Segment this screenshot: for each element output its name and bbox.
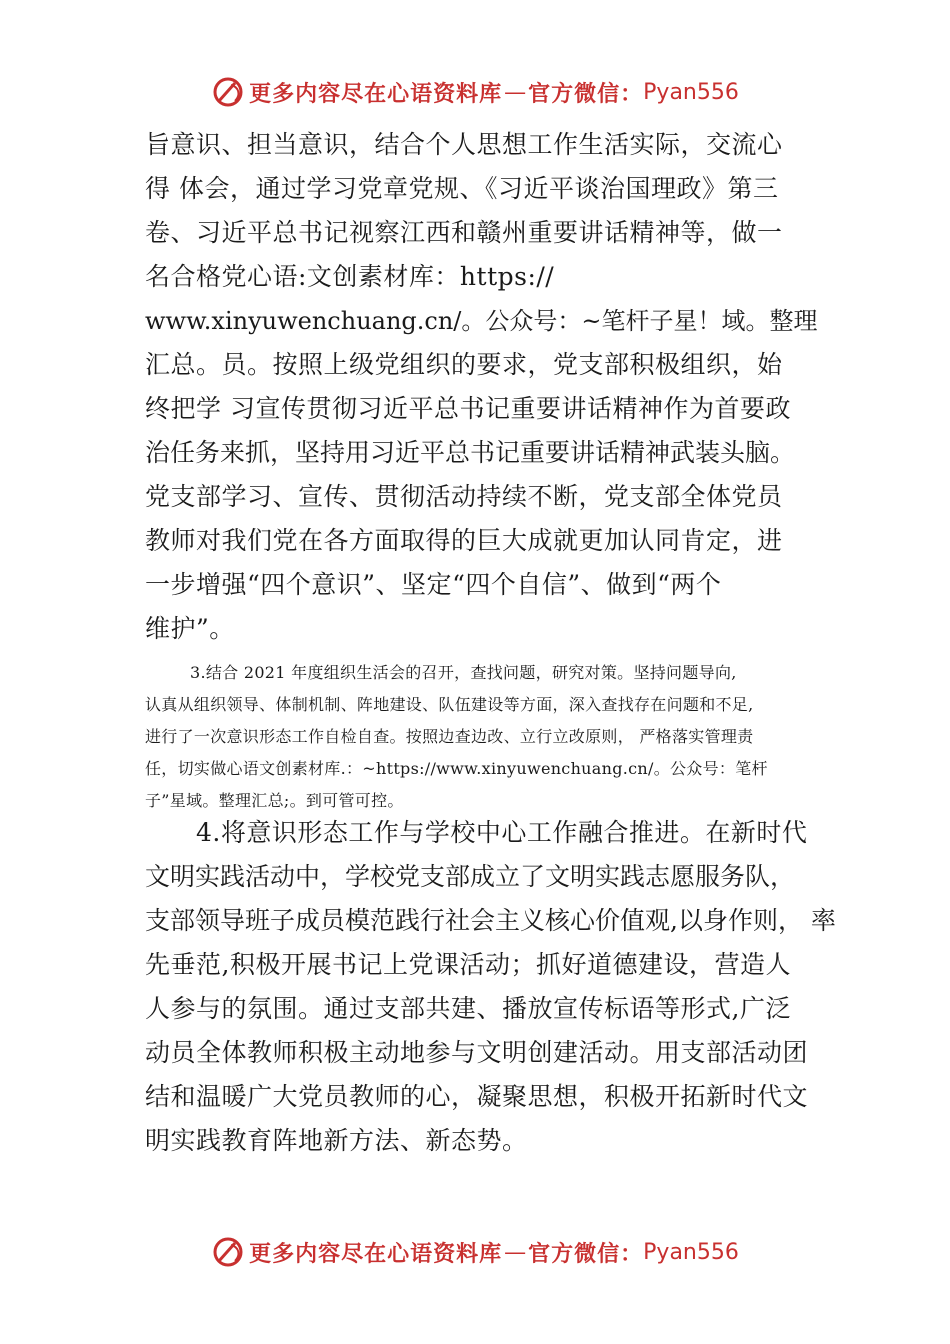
para1-line: 治任务来抓，坚持用习近平总书记重要讲话精神武装头脑。 bbox=[145, 438, 796, 467]
para4-line: 先垂范,积极开展书记上党课活动；抓好道德建设，营造人 bbox=[145, 950, 791, 979]
para4-line: 4.将意识形态工作与学校中心工作融合推进。在新时代 bbox=[196, 818, 808, 847]
banner-wechat-label: 官方微信： bbox=[528, 1240, 644, 1267]
banner-wechat-id: Pyan556 bbox=[643, 79, 739, 105]
banner-title: 更多内容尽在心语资料库 bbox=[249, 80, 503, 107]
para1-line: www.xinyuwenchuang.cn/。公众号：~笔杆子星！域。整理 bbox=[145, 307, 818, 335]
para4-line: 文明实践活动中，学校党支部成立了文明实践志愿服务队， bbox=[145, 862, 796, 891]
banner-separator: — bbox=[504, 79, 527, 105]
para3-line: 子”星域。整理汇总;。到可管可控。 bbox=[145, 791, 404, 810]
para3-line: 进行了一次意识形态工作自检自查。按照边查边改、立行立改原则， 严格落实管理责 bbox=[145, 727, 754, 746]
para3-line: 任，切实做心语文创素材库.：~https://www.xinyuwenchuang.cn/。公众号：笔杆 bbox=[145, 759, 768, 778]
para4-line: 动员全体教师积极主动地参与文明创建活动。用支部活动团 bbox=[145, 1038, 809, 1067]
logo-icon bbox=[211, 1235, 245, 1269]
para4-line: 结和温暖广大党员教师的心，凝聚思想，积极开拓新时代文 bbox=[145, 1082, 809, 1111]
para1-line: 名合格党心语:文创素材库：https:// bbox=[145, 262, 555, 291]
para1-line: 终把学 习宣传贯彻习近平总书记重要讲话精神作为首要政 bbox=[145, 394, 791, 423]
para3-line: 认真从组织领导、体制机制、阵地建设、队伍建设等方面，深入查找存在问题和不足, bbox=[145, 695, 754, 714]
para1-line: 教师对我们党在各方面取得的巨大成就更加认同肯定，进 bbox=[145, 526, 783, 555]
para1-line: 党支部学习、宣传、贯彻活动持续不断，党支部全体党员 bbox=[145, 482, 783, 511]
para1-line: 汇总。员。按照上级党组织的要求，党支部积极组织，始 bbox=[145, 350, 783, 379]
banner-title: 更多内容尽在心语资料库 bbox=[249, 1240, 503, 1267]
para1-line: 旨意识、担当意识，结合个人思想工作生活实际，交流心 bbox=[145, 130, 783, 159]
para1-line: 一步增强“四个意识”、坚定“四个自信”、做到“两个 bbox=[145, 570, 722, 599]
banner-separator: — bbox=[504, 1239, 527, 1265]
para4-line: 支部领导班子成员模范践行社会主义核心价值观,以身作则， 率 bbox=[145, 906, 836, 935]
para4-line: 人参与的氛围。通过支部共建、播放宣传标语等形式,广泛 bbox=[145, 994, 791, 1023]
para1-line: 得 体会，通过学习党章党规、《习近平谈治国理政》第三 bbox=[145, 174, 779, 203]
para3-line: 3.结合 2021 年度组织生活会的召开，查找问题，研究对策。坚持问题导向, bbox=[190, 663, 737, 682]
para4-line: 明实践教育阵地新方法、新态势。 bbox=[145, 1126, 528, 1155]
footer-banner bbox=[0, 1232, 950, 1272]
header-banner bbox=[0, 72, 950, 112]
logo-icon bbox=[211, 75, 245, 109]
para1-line: 维护”。 bbox=[145, 614, 235, 643]
banner-wechat-id: Pyan556 bbox=[643, 1239, 739, 1265]
para1-line: 卷、习近平总书记视察江西和赣州重要讲话精神等，做一 bbox=[145, 218, 783, 247]
banner-wechat-label: 官方微信： bbox=[528, 80, 644, 107]
